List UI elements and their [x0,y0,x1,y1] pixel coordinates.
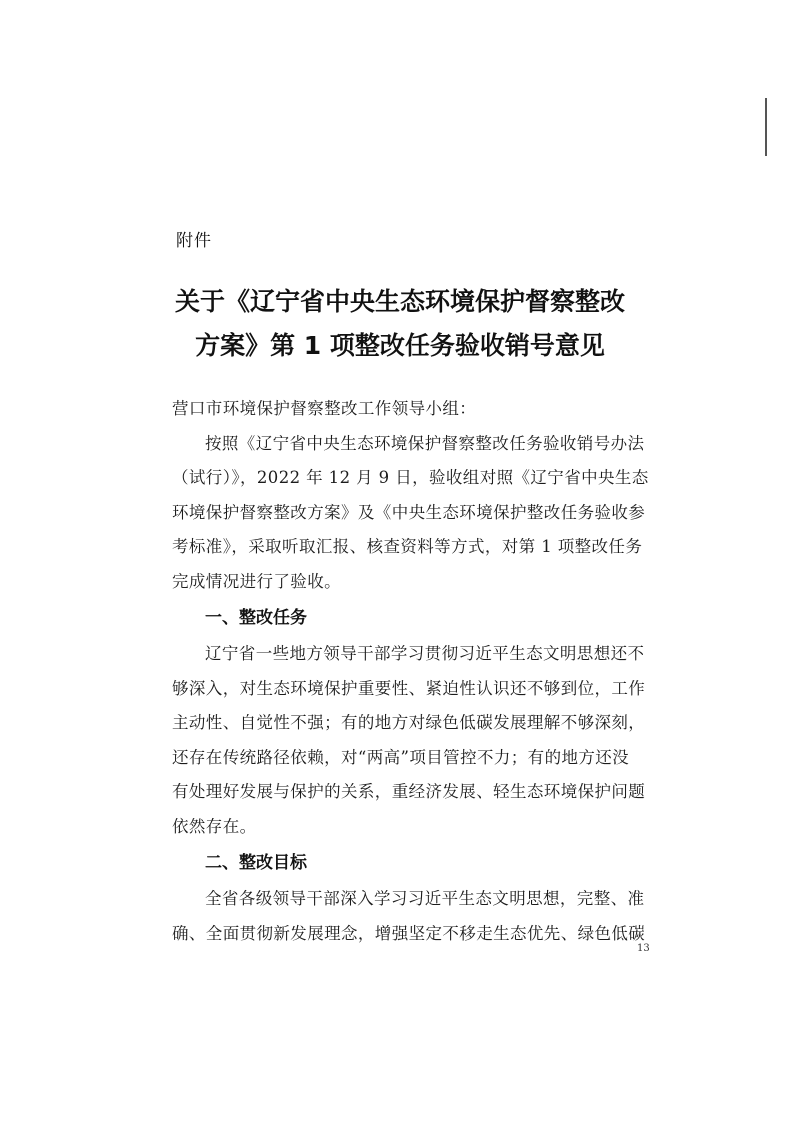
intro-line: 环境保护督察整改方案》及《中央生态环境保护整改任务验收参 [172,502,646,522]
intro-line: 按照《辽宁省中央生态环境保护督察整改任务验收销号办法 [205,433,645,453]
title-line-1: 关于《辽宁省中央生态环境保护督察整改 [174,287,625,316]
intro-line: （试行）》，2022 年 12 月 9 日，验收组对照《辽宁省中央生态 [172,468,649,487]
section1-line: 依然存在。 [172,816,257,836]
section-heading-tasks: 一、整改任务 [205,608,307,628]
document-body [172,392,667,951]
page-number: 13 [637,943,650,954]
intro-line: 完成情况进行了验收。 [172,571,341,591]
section1-line: 主动性、自觉性不强；有的地方对绿色低碳发展理解不够深刻， [172,713,646,732]
attachment-label: 附件 [176,231,212,251]
scan-edge-line [765,98,767,156]
section2-line: 全省各级领导干部深入学习习近平生态文明思想，完整、准 [205,889,645,908]
section-heading-goals: 二、整改目标 [205,853,307,873]
section1-line: 辽宁省一些地方领导干部学习贯彻习近平生态文明思想还不 [205,644,645,663]
section1-line: 还存在传统路径依赖，对“两高”项目管控不力；有的地方还没 [172,747,630,767]
salutation: 营口市环境保护督察整改工作领导小组： [172,399,477,418]
section2-line: 确、全面贯彻新发展理念，增强坚定不移走生态优先、绿色低碳 [172,923,646,943]
document-title [160,280,640,368]
title-line-2: 方案》第 1 项整改任务验收销号意见 [195,331,605,360]
section1-line: 够深入，对生态环境保护重要性、紧迫性认识还不够到位，工作 [172,678,646,698]
intro-line: 考标准》，采取听取汇报、核查资料等方式，对第 1 项整改任务 [172,537,643,556]
section1-line: 有处理好发展与保护的关系，重经济发展、轻生态环境保护问题 [172,782,646,801]
